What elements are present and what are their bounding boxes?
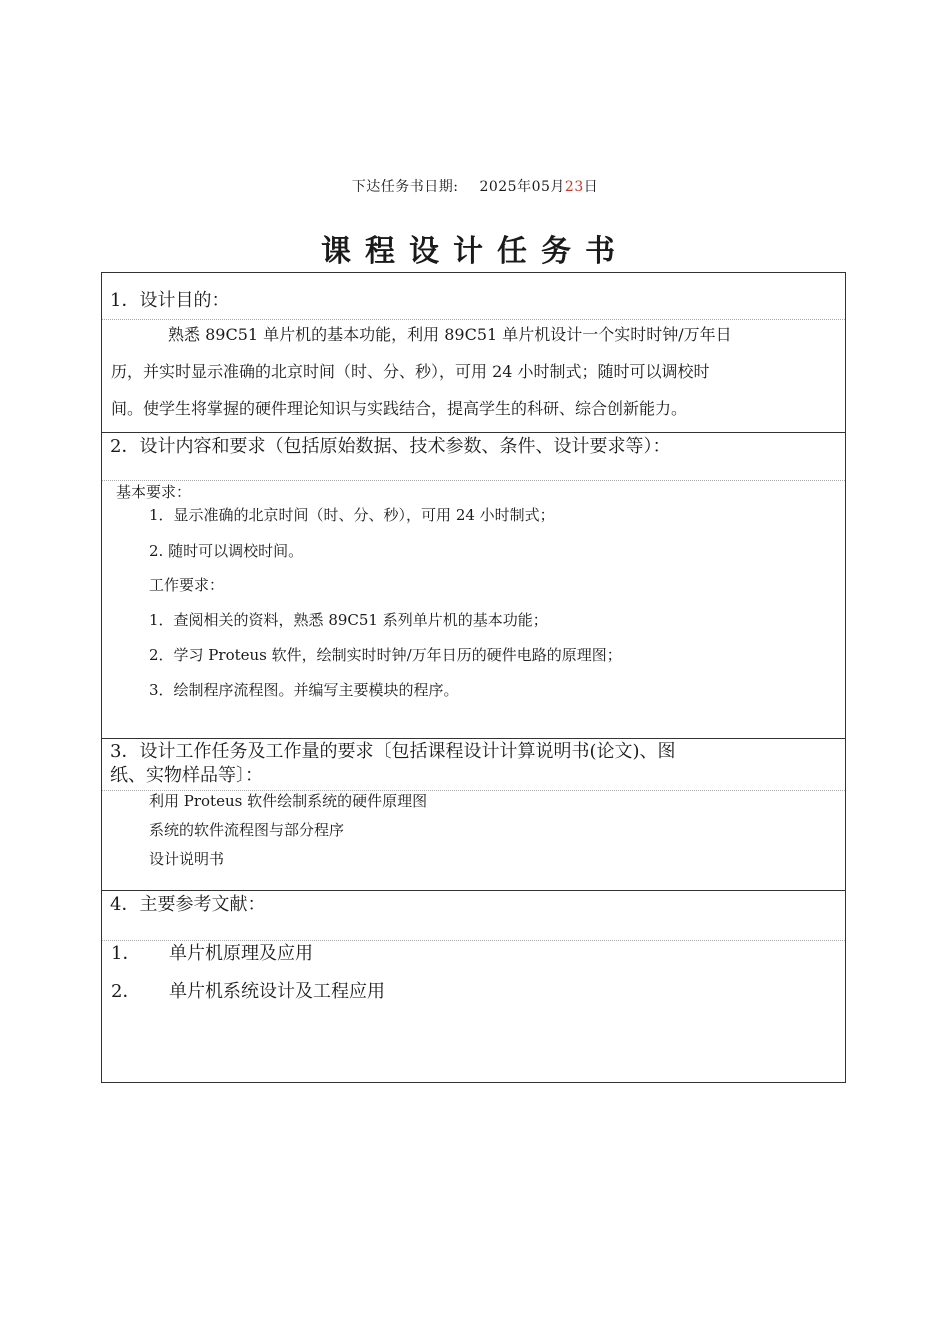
issue-date-month-unit: 月 xyxy=(550,179,565,195)
reference-item xyxy=(111,942,313,966)
issue-date-day-unit: 日 xyxy=(583,179,599,195)
dotted-divider xyxy=(102,480,845,481)
section-tasks-title-line2: 纸、实物样品等〕： xyxy=(110,765,263,786)
issue-date-label: 下达任务书日期: xyxy=(351,179,459,195)
section-purpose-title: 1．设计目的： xyxy=(110,290,230,311)
basic-requirement-item: 2. 随时可以调校时间。 xyxy=(149,542,304,560)
section-tasks xyxy=(102,738,845,890)
issue-date xyxy=(0,176,950,196)
work-requirement-item: 1．查阅相关的资料，熟悉 89C51 系列单片机的基本功能； xyxy=(149,611,548,629)
issue-date-day: 23 xyxy=(564,179,584,195)
purpose-line: 历，并实时显示准确的北京时间（时、分、秒），可用 24 小时制式；随时可以调校时 xyxy=(111,362,710,381)
issue-date-year-unit: 年 xyxy=(517,179,532,195)
issue-date-year: 2025 xyxy=(479,179,518,195)
basic-requirements-label: 基本要求： xyxy=(116,483,192,501)
dotted-divider xyxy=(102,940,845,941)
reference-number: 2． xyxy=(111,981,141,1002)
issue-date-month: 05 xyxy=(531,179,551,195)
task-table xyxy=(101,272,846,1083)
section-tasks-title-line1: 3．设计工作任务及工作量的要求〔包括课程设计计算说明书(论文)、图 xyxy=(110,741,676,762)
reference-title: 单片机系统设计及工程应用 xyxy=(169,981,385,1002)
task-item: 设计说明书 xyxy=(149,850,225,868)
basic-requirement-item: 1．显示准确的北京时间（时、分、秒），可用 24 小时制式； xyxy=(149,506,555,524)
purpose-line: 间。使学生将掌握的硬件理论知识与实践结合，提高学生的科研、综合创新能力。 xyxy=(111,399,688,418)
work-requirement-item: 3．绘制程序流程图。并编写主要模块的程序。 xyxy=(149,681,459,699)
work-requirement-item: 2．学习 Proteus 软件，绘制实时时钟/万年日历的硬件电路的原理图； xyxy=(149,646,622,664)
task-item: 利用 Proteus 软件绘制系统的硬件原理图 xyxy=(149,792,428,810)
section-content xyxy=(102,432,845,738)
section-references xyxy=(102,890,845,1081)
task-item: 系统的软件流程图与部分程序 xyxy=(149,821,345,839)
reference-item xyxy=(111,980,385,1004)
section-purpose xyxy=(102,273,845,432)
purpose-line: 熟悉 89C51 单片机的基本功能，利用 89C51 单片机设计一个实时时钟/万年日 xyxy=(168,325,732,344)
section-purpose-body xyxy=(111,316,839,427)
section-references-title: 4．主要参考文献： xyxy=(110,894,266,915)
section-content-title: 2．设计内容和要求（包括原始数据、技术参数、条件、设计要求等）： xyxy=(110,436,671,457)
work-requirements-label: 工作要求： xyxy=(149,576,225,594)
reference-number: 1． xyxy=(111,943,141,964)
reference-title: 单片机原理及应用 xyxy=(169,943,313,964)
document-title: 课程设计任务书 xyxy=(321,234,629,269)
